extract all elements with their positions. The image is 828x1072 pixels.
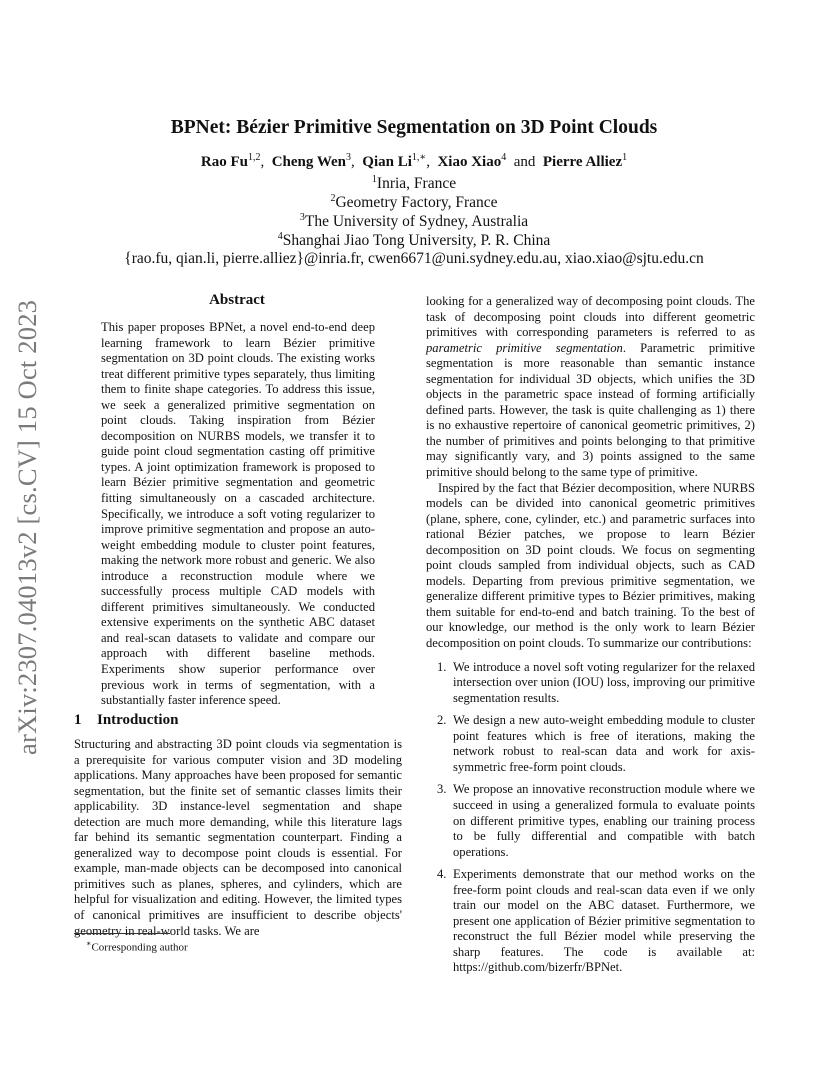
affiliation-mark: 4 [277, 231, 283, 242]
list-number: 2. [437, 713, 447, 728]
affiliation-text: Inria, France [376, 175, 457, 193]
section-number: 1 [74, 712, 82, 728]
affiliation-text: Geometry Factory, France [335, 194, 498, 212]
list-item-text: Experiments demonstrate that our method works on the free-form point clouds and real-scan data even if we only train our model on the ABC dataset. Furthermore, we present one application of Bézier primitive segmentation to reconstruct the full Bézier model while preserving the sharp features. The code is available at: https://github.com/bizerfr/BPNet. [453, 867, 755, 975]
list-number: 1. [437, 659, 447, 674]
affiliation-mark: 2 [330, 193, 336, 204]
arxiv-side-stamp: arXiv:2307.04013v2 [cs.CV] 15 Oct 2023 [12, 299, 42, 755]
affiliation-mark: 3 [299, 212, 305, 223]
list-number: 3. [437, 782, 447, 797]
author-affiliation-mark: 3 [346, 152, 352, 163]
right-column [426, 294, 755, 983]
affiliation [0, 174, 828, 193]
author-separator: , [351, 154, 355, 170]
list-item [426, 713, 755, 775]
section-heading-introduction [74, 712, 178, 729]
author-affiliation-mark: 1,2 [247, 152, 261, 163]
section-title: Introduction [97, 712, 179, 728]
footnote-divider [74, 933, 170, 934]
affiliation [0, 212, 828, 231]
list-item [426, 660, 755, 707]
list-item-text: We propose an innovative reconstruction module where we succeed in using a generalized formula to evaluate points on different primitive types, enabling our training process to be fully differential and compatible with batch operations. [453, 782, 755, 859]
paragraph [426, 294, 755, 481]
contribution-list [426, 660, 755, 976]
affiliation-text: Shanghai Jiao Tong University, P. R. China [282, 232, 551, 250]
author-emails: {rao.fu, qian.li, pierre.alliez}@inria.fr, cwen6671@uni.sydney.edu.au, xiao.xiao@sjtu.edu.cn [124, 250, 704, 267]
affiliation [0, 193, 828, 212]
author-and: and [513, 154, 536, 170]
paper-title: BPNet: Bézier Primitive Segmentation on 3D Point Clouds [170, 117, 658, 138]
author-separator: , [426, 154, 430, 170]
list-item [426, 782, 755, 860]
list-item-text: We design a new auto-weight embedding module to cluster point features which is free of iterations, making the network robust to real-scan data and work for axis-symmetric free-form point clouds. [453, 713, 755, 774]
author-name: Rao Fu [200, 154, 248, 170]
emphasized-term: parametric primitive segmentation [426, 340, 623, 355]
abstract-text: This paper proposes BPNet, a novel end-to-end deep learning framework to learn Bézier primitive segmentation on 3D point clouds. The existing works treat different primitive types separately, thus limiting them to finite shape categories. To address this issue, we seek a generalized primitive segmentation on point clouds. Taking inspiration from Bézier decomposition on NURBS models, we transfer it to guide point cloud segmentation casting off primitive types. A joint optimization framework is proposed to learn Bézier primitive segmentation and geometric fitting simultaneously on a cascaded architecture. Specifically, we introduce a soft voting regularizer to improve primitive segmentation and propose an auto-weight embedding module to cluster point features, making the network more robust and generic. We also introduce a reconstruction module where we successfully process multiple CAD models with different primitives simultaneously. We conducted extensive experiments on the synthetic ABC dataset and real-scan datasets to validate and compare our approach with different baseline methods. Experiments show superior performance over previous work in terms of segmentation, with a substantially faster inference speed. [101, 320, 375, 708]
footnote-text: Corresponding author [91, 941, 188, 954]
author-affiliation-mark: 4 [501, 152, 507, 163]
author-affiliation-mark: 1,∗ [411, 152, 427, 163]
paragraph: Inspired by the fact that Bézier decomposition, where NURBS models can be divided into canonical geometric primitives (plane, sphere, cone, cylinder, etc.) and parametric surfaces into rational Bézier patches, we propose to learn Bézier decomposition on 3D point clouds. We focus on segmenting point clouds sampled from individual objects, such as CAD models. Departing from previous primitive segmentation, we generalize different primitive types to Bézier primitives, making them suitable for end-to-end and batch training. To the best of our knowledge, our method is the only work to learn Bézier decomposition on point clouds. To summarize our contributions: [426, 480, 755, 651]
affiliation-mark: 1 [371, 174, 377, 185]
paragraph-text: . Parametric primitive segmentation is more reasonable than semantic instance segmentation for individual 3D objects, which unifies the 3D objects in the parametric space instead of forming artificially defined parts. However, the task is quite challenging as 1) there is no exhaustive repertoire of canonical geometric primitives, 2) the number of primitives and points belonging to that primitive may significantly vary, and 3) points assigned to the same primitive should belong to the same type of primitive. [426, 340, 755, 480]
author-name: Xiao Xiao [437, 154, 502, 170]
author-list [0, 152, 828, 171]
footnote [86, 939, 188, 954]
author-separator: , [260, 154, 265, 170]
introduction-text: Structuring and abstracting 3D point clouds via segmentation is a prerequisite for various computer vision and 3D modeling applications. Many approaches have been proposed for semantic segmentation, but the finite set of semantic classes limits their applicability. 3D instance-level segmentation and shape detection are much more demanding, while this literature lags far behind its semantic segmentation counterpart. Finding a generalized way to decompose point clouds is essential. For example, man-made objects can be decomposed into canonical primitives such as planes, spheres, and cylinders, which are helpful for visualization and editing. However, the limited types of canonical primitives are insufficient to describe objects' geometry in real-world tasks. We are [74, 737, 402, 938]
abstract-heading: Abstract [209, 292, 265, 308]
affiliation-text: The University of Sydney, Australia [304, 213, 529, 231]
list-item-text: We introduce a novel soft voting regularizer for the relaxed intersection over union (IOU) loss, improving our primitive segmentation results. [453, 659, 755, 705]
footnote-mark: ∗ [86, 939, 92, 948]
author-name: Pierre Alliez [542, 154, 623, 170]
author-affiliation-mark: 1 [622, 152, 628, 163]
list-number: 4. [437, 867, 447, 882]
author-name: Qian Li [362, 154, 412, 170]
list-item [426, 867, 755, 976]
paragraph-text: looking for a generalized way of decomposing point clouds. The task of decomposing point clouds into different geometric primitives with corresponding parameters is referred to as [426, 294, 755, 340]
affiliation [0, 231, 828, 250]
author-name: Cheng Wen [271, 154, 347, 170]
